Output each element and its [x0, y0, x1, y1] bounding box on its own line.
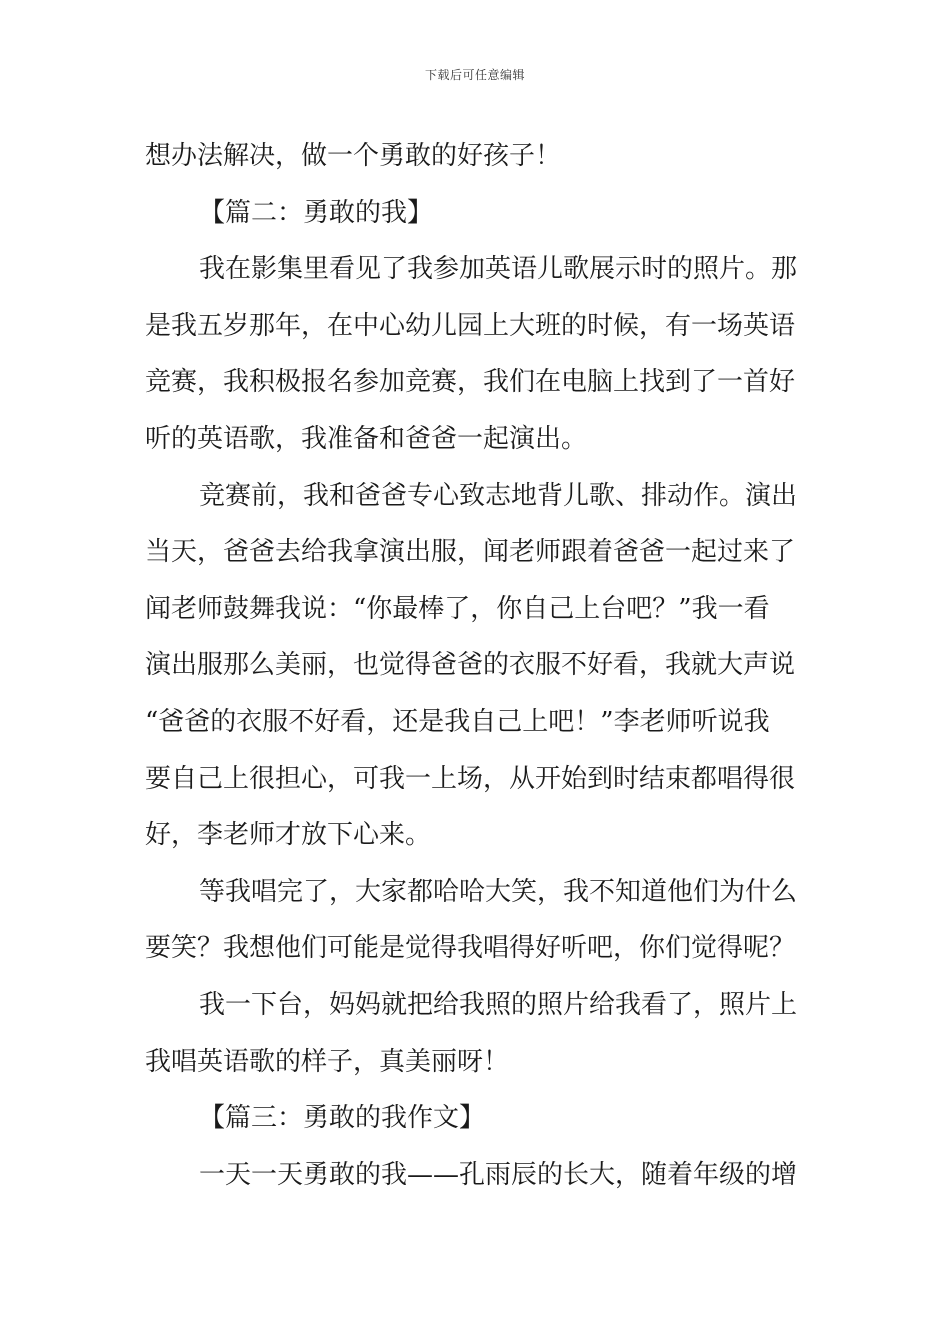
paragraph-line: 要笑？我想他们可能是觉得我唱得好听吧，你们觉得呢？	[145, 933, 796, 964]
paragraph-line: 闻老师鼓舞我说：“你最棒了，你自己上台吧？”我一看	[145, 593, 770, 624]
paragraph-line: 要自己上很担心，可我一上场，从开始到时结束都唱得很	[145, 763, 796, 794]
section-heading: 【篇二：勇敢的我】	[199, 197, 434, 228]
paragraph-line: 好，李老师才放下心来。	[145, 820, 432, 851]
paragraph-line: “爸爸的衣服不好看，还是我自己上吧！”李老师听说我	[145, 706, 770, 737]
document-body	[145, 128, 810, 1203]
paragraph-line: 当天，爸爸去给我拿演出服，闻老师跟着爸爸一起过来了	[145, 537, 796, 568]
header-note: 下载后可任意编辑	[424, 68, 525, 82]
paragraph-line: 想办法解决，做一个勇敢的好孩子！	[145, 141, 562, 171]
paragraph-line: 竞赛，我积极报名参加竞赛，我们在电脑上找到了一首好	[145, 367, 796, 398]
paragraph-line: 一天一天勇敢的我——孔雨辰的长大，随着年级的增	[199, 1159, 798, 1190]
paragraph-line: 听的英语歌，我准备和爸爸一起演出。	[145, 423, 588, 454]
paragraph-line: 我在影集里看见了我参加英语儿歌展示时的照片。那	[199, 254, 798, 285]
paragraph-line: 等我唱完了，大家都哈哈大笑，我不知道他们为什么	[199, 876, 798, 907]
paragraph-line: 是我五岁那年，在中心幼儿园上大班的时候，有一场英语	[145, 310, 796, 341]
paragraph-line: 演出服那么美丽，也觉得爸爸的衣服不好看，我就大声说	[145, 650, 796, 681]
paragraph-line: 竞赛前，我和爸爸专心致志地背儿歌、排动作。演出	[199, 480, 798, 511]
paragraph-line: 我一下台，妈妈就把给我照的照片给我看了，照片上	[199, 989, 798, 1020]
paragraph-line: 我唱英语歌的样子，真美丽呀！	[145, 1046, 510, 1077]
section-heading: 【篇三：勇敢的我作文】	[199, 1103, 486, 1134]
